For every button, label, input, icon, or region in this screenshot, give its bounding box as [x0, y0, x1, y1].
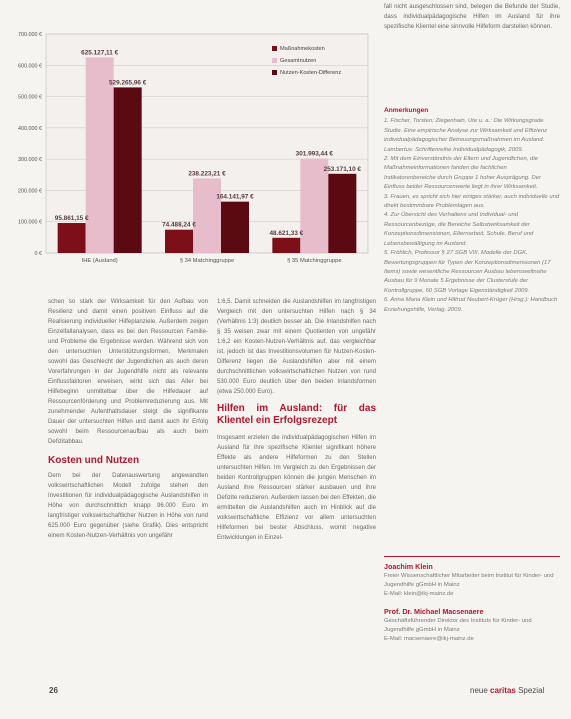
data-label: 238.223,21 €: [188, 170, 226, 178]
magazine-name: [470, 686, 544, 695]
category-label: IHE (Ausland): [81, 258, 118, 264]
author-name: Prof. Dr. Michael Macsenaere: [384, 607, 484, 616]
magazine-prefix: neue: [470, 686, 488, 695]
legend-label: Nutzen-Kosten-Differenz: [280, 70, 342, 76]
paragraph: Insgesamt erzielen die individualpädagogischen Hilfen im Ausland für ihre spezifische Klientel signifikant höhere Effekte als andere Hilfeformen zu den Stellen untersuchten Hilfen. Im Vergleich zu den Ergebnissen der beiden Kontrollgruppen können die jungen Menschen im Ausland ihre Ressourcen stärker ausbauen und ihre Defizite reduzieren. Außerdem lassen bei den Effekten, die ermittelten die Auslandshilfen auch im Hinblick auf die volkswirtschaftliche Effizienz vor allem untersuchten Hilfeformen bei bester Abschluss, womit negative Entwicklungen in Einzel-: [217, 434, 376, 541]
page-number: 26: [49, 686, 58, 695]
data-label: 625.127,11 €: [81, 49, 119, 57]
bar: [114, 87, 142, 253]
category-label: § 35 Matchinggruppe: [287, 258, 342, 264]
author-boxes: [384, 562, 560, 652]
text-column-3: [384, 2, 560, 32]
y-tick-label: 700.000 €: [18, 32, 42, 38]
legend-label: Gesamtnutzen: [280, 58, 317, 64]
data-label: 529.265,96 €: [109, 79, 147, 87]
author-divider: [384, 556, 560, 557]
y-tick-label: 200.000 €: [18, 188, 42, 195]
paragraph: 1:6,5. Damit schneiden die Auslandshilfen im langfristigen Vergleich mit den untersuchten Hilfen nach § 34 (Verhältnis 1:3) deutlich besser ab. Die Inlandshilfen nach § 35 weisen zwar mit einem Quotienten von ungefähr 1:6,2 ein Kosten-Nutzen-Verhältnis auf, das vergleichbar ist, jedoch ist das Investitionsvolumen für Nutzen-Kosten-Differenz liegen die Auslandshilfen aber mit einem durchschnittlichen volkswirtschaftlichen Nutzen von rund 530.000 Euro deutlich über den beiden Inlandsformen (etwa 250.000 Euro).: [217, 298, 376, 395]
y-tick-label: 100.000 €: [18, 219, 42, 226]
y-tick-label: 600.000 €: [18, 63, 42, 70]
y-tick-label: 300.000 €: [18, 157, 42, 164]
data-label: 164.141,97 €: [216, 193, 254, 201]
magazine-suffix: Spezial: [518, 686, 545, 695]
legend-swatch: [272, 58, 277, 63]
y-tick-label: 500.000 €: [18, 94, 42, 101]
data-label: 301.993,44 €: [295, 150, 333, 158]
text-column-1: [48, 297, 208, 541]
paragraph: fall nicht ausgeschlossen sind, belegen die Befunde der Studie, dass individualpädagogische Hilfen im Ausland für ihre spezifische Klientel eine sinnvolle Hilfeform darstellen können.: [384, 3, 560, 30]
y-tick-label: 0 €: [34, 251, 42, 257]
magazine-brand: caritas: [490, 686, 516, 695]
footnote-item: 2. Mit dem Einverständnis der Eltern und Jugendlichen, die Maßnahmeinformationen fanden die fachlichen Indikatorenbereiche durch Gruppe 1 hoher Ausprägung. Der Einfluss beider Ressourcenwerte liegt in ihrer Wirksamkeit.: [384, 156, 541, 191]
bar: [58, 223, 86, 253]
cost-benefit-bar-chart: [0, 0, 372, 275]
text-column-2: [217, 297, 376, 543]
legend-swatch: [272, 70, 277, 75]
footnote-item: 3. Frauen, es spricht sich hier einiges stärker, auch individuelle und direkt bestimmbare Problemlagen aus.: [384, 193, 560, 210]
paragraph: schen so stark der Wirksamkeit für den Aufbau von Resilienz und damit einen positiven Einfluss auf die Realisierung individueller Hilfeplanziele. Außerdem zeigen Einzelfallanalysen, dass es bei den Ressourcen Familie- und Probleme die Ergebnisse werden. Während sich von den untersuchten Unterstützungsformen, Merkmalen sowohl das Geschlecht der Jugendlichen als auch deren Vorerfahrungen in der Jugendhilfe nicht als relevante Einflussfaktoren erweisen, wirkt sich das Alter bei Hilfebeginn unmittelbar über die Hilfedauer auf Ressourcenförderung und Problemreduzierung aus. Mit zunehmender Aufenthaltsdauer steigt die signifikante Dauer der untersuchten Hilfen und damit auch ihr Erfolg sowohl beim Ressourcenaufbau als auch beim Defizitabbau.: [48, 298, 208, 445]
paragraph: Dem bei der Datenauswertung angewandten volkswirtschaftlichen Modell zufolge stehen den Investitionen für individualpädagogische Auslandshilfen in Höhe von durchschnittlich knapp 96.000 Euro im langfristiger volkswirtschaftlicher Nutzen in Höhe von rund 625.000 Euro gegenüber (siehe Grafik). Dies entspricht einem Kosten-Nutzen-Verhältnis von ungefähr: [48, 472, 208, 539]
y-tick-label: 400.000 €: [18, 125, 42, 132]
footnote-item: 5. Fröhlich, Professor § 27 SGB VIII, Modelle der DGK. Bewertungsgruppen für Typen der Konzeptionsdimensionen (17 Items) sowie wesentliche Ressourcen Ausbau lebensweltnahe Ausbau für 9 Monate 5 Ergebnisse der Clusterstufe der Kontrollgruppe, 60 SGB Vorlage Eigenständigkeit 2009.: [384, 250, 551, 294]
chart-y-tick-labels: [18, 32, 42, 257]
legend-label: Maßnahmekosten: [280, 46, 325, 52]
section-heading-kosten-nutzen: Kosten und Nutzen: [48, 455, 140, 466]
data-label: 95.861,15 €: [54, 215, 89, 223]
bar: [193, 178, 221, 253]
data-label: 253.171,10 €: [323, 165, 361, 173]
author-email: E-Mail: macsenaere@ikj-mainz.de: [384, 636, 474, 642]
footnote-item: 4. Zur Übersicht des Verhaltens und Individual- und Ressourcenbezüge, die Bereiche Selbstwirksamkeit der Konzeptionsdimensionen, Elternarbeit, Schule, Beruf und Lebensbewältigung im Ausland.: [384, 212, 534, 247]
author-bio: Freier Wissenschaftlicher Mitarbeiter beim Institut für Kinder- und Jugendhilfe gGmbH in Mainz: [384, 573, 554, 588]
bar: [272, 238, 300, 253]
bar: [86, 57, 114, 253]
chart-category-labels: [82, 258, 342, 264]
author-email: E-Mail: klein@ikj-mainz.de: [384, 591, 454, 597]
bar: [221, 202, 249, 253]
legend-swatch: [272, 46, 277, 51]
author-bio: Geschäftsführender Direktor des Instituts für Kinder- und Jugendhilfe gGmbH in Mainz: [384, 618, 532, 633]
bar: [328, 174, 356, 253]
footnote-item: 6. Anna Maria Klein und Hiltrud Neubert-Krüger (Hrsg.): Handbuch Erziehungshilfe, Verlag. 2009.: [384, 297, 558, 313]
bar: [165, 230, 193, 253]
author-name: Joachim Klein: [384, 562, 433, 571]
author-block: [384, 562, 560, 599]
data-label: 74.488,24 €: [162, 221, 196, 229]
section-heading-hilfen-ausland: Hilfen im Ausland: für das Klientel ein Erfolgsrezept: [217, 403, 376, 426]
footnotes-heading: Anmerkungen: [384, 107, 429, 114]
author-block: [384, 607, 560, 644]
footnote-item: 1. Fischer, Torsten; Ziegenhain, Ute u. a.: Die Wirkungsgrade Studie. Eine empirische Analyse zur Wirksamkeit und Effizienz individualpädagogischer Betreuungsmaßnahmen im Ausland. Lambertus: Schriftenreihe Individualpädagogik, 2009.: [384, 118, 548, 153]
data-label: 48.621,33 €: [269, 229, 304, 237]
footnotes: [384, 106, 560, 315]
category-label: § 34 Matchinggruppe: [179, 258, 235, 264]
